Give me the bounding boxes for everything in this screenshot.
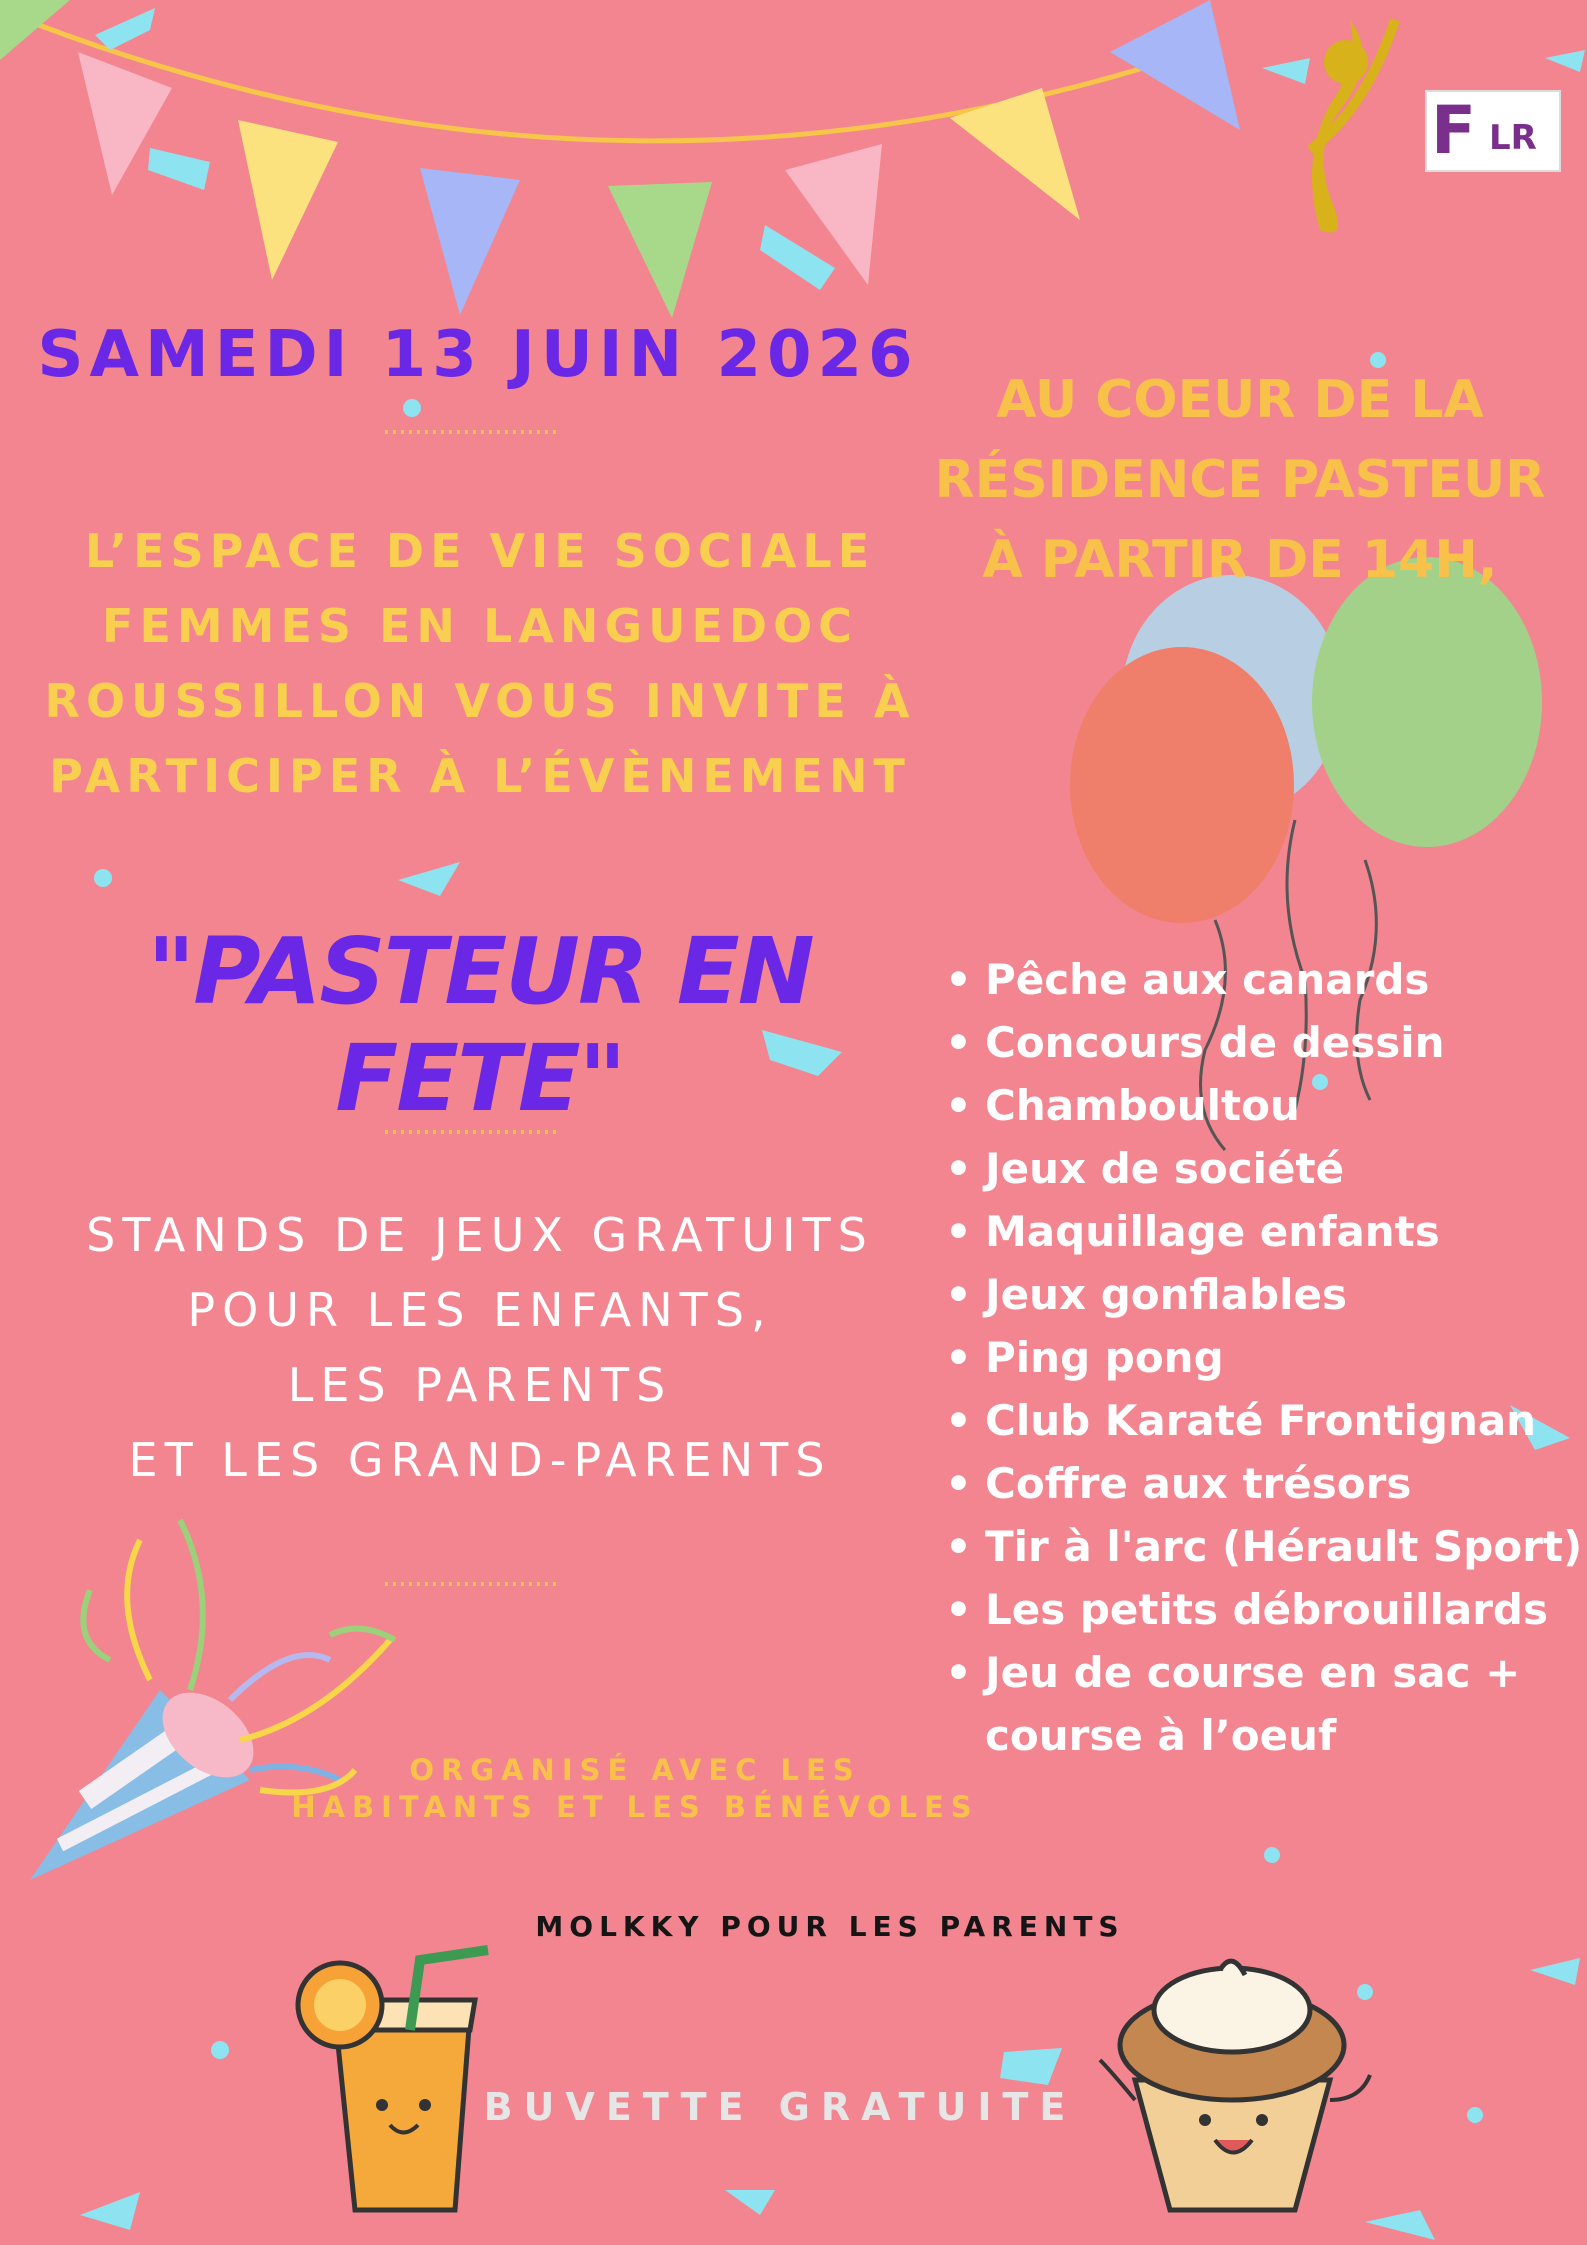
location-line: À PARTIR DE 14H, (982, 530, 1498, 590)
stands-line: LES PARENTS (287, 1358, 673, 1412)
flag-icon (78, 52, 172, 195)
party-popper-icon (30, 1520, 395, 1880)
list-item: • Jeu de course en sac + (945, 1641, 1585, 1704)
list-item: • Club Karaté Frontignan (945, 1389, 1585, 1452)
buvette-text: BUVETTE GRATUITE (483, 2085, 1077, 2129)
activities-list (945, 948, 1585, 1767)
organized-line: ORGANISÉ AVEC LES (409, 1753, 861, 1787)
list-item: • Concours de dessin (945, 1011, 1585, 1074)
flag-icon (238, 120, 338, 280)
juice-glass-icon (298, 1950, 488, 2210)
flr-logo (1425, 90, 1561, 172)
intro-line: L’ESPACE DE VIE SOCIALE (84, 524, 876, 578)
organized-text (290, 1752, 980, 1826)
logo-figure-icon (1310, 20, 1395, 233)
intro-line: ROUSSILLON VOUS INVITE À (44, 674, 916, 728)
location-text (915, 360, 1565, 600)
list-item: • Chamboultou (945, 1074, 1585, 1137)
flag-icon (608, 182, 712, 318)
list-item: • Maquillage enfants (945, 1200, 1585, 1263)
flag-icon (950, 88, 1080, 220)
list-item: • Jeux de société (945, 1137, 1585, 1200)
list-item-continuation: course à l’oeuf (985, 1711, 1337, 1760)
location-line: AU COEUR DE LA (996, 370, 1484, 430)
flag-icon (1110, 0, 1240, 130)
intro-text (20, 514, 940, 814)
organized-line: HABITANTS ET LES BÉNÉVOLES (291, 1790, 979, 1824)
stands-line: POUR LES ENFANTS, (187, 1283, 773, 1337)
event-title: "PASTEUR EN FETE" (147, 918, 813, 1132)
flag-icon (420, 168, 520, 315)
location-line: RÉSIDENCE PASTEUR (934, 450, 1546, 510)
list-item: • Les petits débrouillards (945, 1578, 1585, 1641)
intro-line: FEMMES EN LANGUEDOC (102, 599, 858, 653)
flag-icon (0, 0, 70, 60)
list-item: • Tir à l'arc (Hérault Sport) (945, 1515, 1585, 1578)
intro-line: PARTICIPER À L’ÉVÈNEMENT (49, 749, 911, 803)
stands-line: STANDS DE JEUX GRATUITS (86, 1208, 874, 1262)
cupcake-icon (1100, 1961, 1370, 2210)
list-item: • Jeux gonflables (945, 1263, 1585, 1326)
event-date: SAMEDI 13 JUIN 2026 (37, 318, 919, 392)
list-item: • Coffre aux trésors (945, 1452, 1585, 1515)
stands-line: ET LES GRAND-PARENTS (128, 1433, 832, 1487)
logo-letter-f: F (1431, 92, 1477, 169)
molkky-text: MOLKKY POUR LES PARENTS (535, 1910, 1125, 1943)
logo-letters-lr: LR (1489, 118, 1537, 158)
list-item: • Pêche aux canards (945, 948, 1585, 1011)
list-item: • Ping pong (945, 1326, 1585, 1389)
stands-text (20, 1198, 940, 1498)
